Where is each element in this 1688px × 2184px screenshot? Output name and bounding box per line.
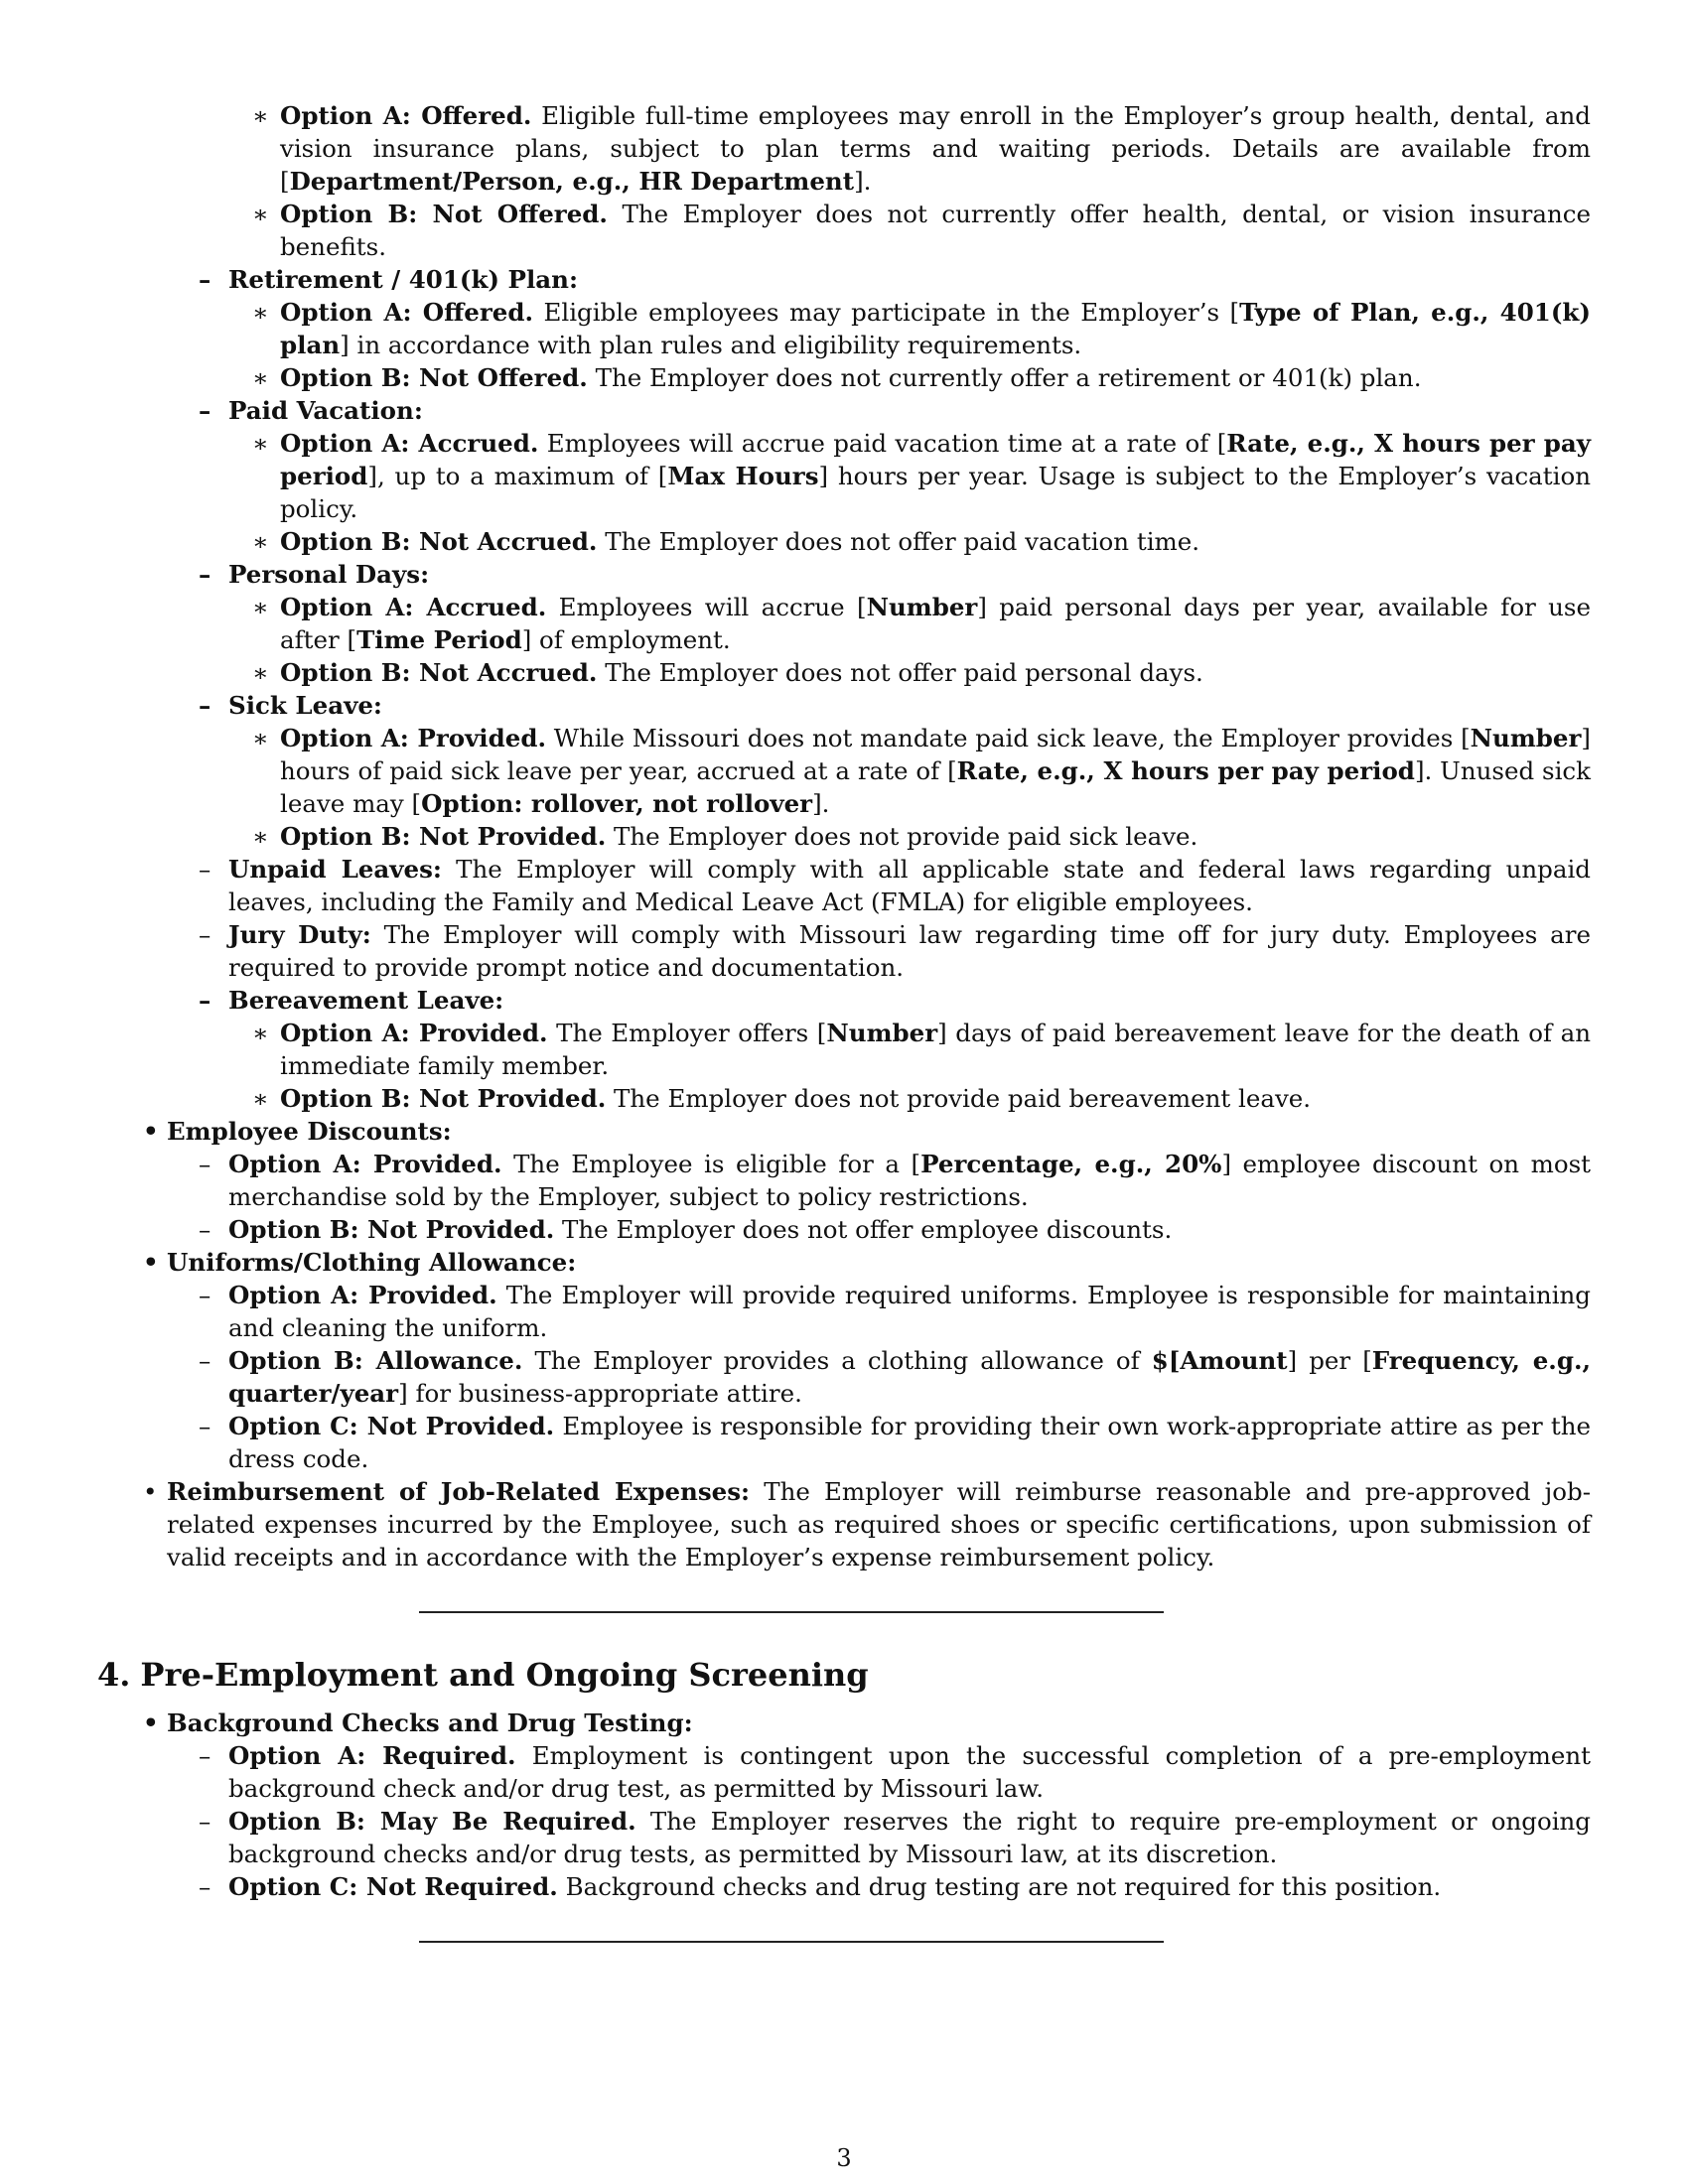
dash-marker: – — [199, 1150, 211, 1178]
bullet-marker: • — [143, 1708, 159, 1737]
option-sick-b: ∗ Option B: Not Provided. The Employer does not provide paid sick leave. — [252, 822, 1198, 851]
dash-marker: – — [199, 1412, 211, 1440]
star-marker: ∗ — [252, 101, 269, 130]
uniforms-heading: • Uniforms/Clothing Allowance: — [143, 1248, 577, 1277]
vacation-heading: – Paid Vacation: — [199, 396, 423, 425]
dash-marker: – — [199, 1872, 211, 1901]
star-marker: ∗ — [252, 658, 269, 687]
star-marker: ∗ — [252, 527, 269, 556]
section-heading: 4. Pre-Employment and Ongoing Screening — [97, 1656, 869, 1694]
section-divider — [419, 1611, 1164, 1613]
background-checks-heading: • Background Checks and Drug Testing: — [143, 1708, 693, 1737]
employee-discounts-heading: • Employee Discounts: — [143, 1117, 452, 1146]
dash-marker: – — [199, 265, 211, 294]
option-retirement-a: ∗ Option A: Offered. Eligible employees may participate in the Employer’s [Type of Plan, e.g., 401(k) plan] in accordance with plan rules and eligibility requirements. — [252, 298, 1591, 359]
dash-marker: – — [199, 396, 211, 425]
option-retirement-b: ∗ Option B: Not Offered. The Employer does not currently offer a retirement or 401(k) plan. — [252, 363, 1422, 392]
page-number: 3 — [836, 2144, 852, 2172]
personal-days-heading: – Personal Days: — [199, 560, 430, 589]
option-screening-c: – Option C: Not Required. Background checks and drug testing are not required for this position. — [199, 1872, 1442, 1901]
dash-marker: – — [199, 560, 211, 589]
dash-marker: – — [199, 1215, 211, 1244]
dash-marker: – — [199, 855, 211, 884]
dash-marker: – — [199, 1281, 211, 1309]
reimbursement-item: • Reimbursement of Job-Related Expenses: The Employer will reimburse reasonable and pre-approved job-related expenses incurred by the Employee, such as required shoes or specific certifications, upon submission of valid receipts and in accordance with the Employer’s expense reimbursement policy. — [143, 1477, 1591, 1571]
option-health-b: ∗ Option B: Not Offered. The Employer does not currently offer health, dental, or vision insurance benefits. — [252, 200, 1591, 261]
option-personal-b: ∗ Option B: Not Accrued. The Employer does not offer paid personal days. — [252, 658, 1203, 687]
option-health-a: ∗ Option A: Offered. Eligible full-time employees may enroll in the Employer’s group health, dental, and vision insurance plans, subject to plan terms and waiting periods. Details are available from [Department/Person, e.g., HR Department]. — [252, 101, 1591, 196]
star-marker: ∗ — [252, 200, 269, 228]
sick-leave-heading: – Sick Leave: — [199, 691, 382, 720]
bullet-marker: • — [143, 1477, 158, 1506]
option-personal-a: ∗ Option A: Accrued. Employees will accrue [Number] paid personal days per year, available for use after [Time Period] of employment. — [252, 593, 1591, 654]
option-discount-a: – Option A: Provided. The Employee is eligible for a [Percentage, e.g., 20%] employee discount on most merchandise sold by the Employer, subject to policy restrictions. — [199, 1150, 1591, 1211]
dash-marker: – — [199, 1807, 211, 1836]
bereavement-heading: – Bereavement Leave: — [199, 986, 504, 1015]
star-marker: ∗ — [252, 1084, 269, 1113]
dash-marker: – — [199, 1741, 211, 1770]
option-uniform-c: – Option C: Not Provided. Employee is responsible for providing their own work-appropriate attire as per the dress code. — [199, 1412, 1591, 1473]
star-marker: ∗ — [252, 363, 269, 392]
dash-marker: – — [199, 691, 211, 720]
bullet-marker: • — [143, 1117, 159, 1146]
retirement-heading: – Retirement / 401(k) Plan: — [199, 265, 579, 294]
star-marker: ∗ — [252, 298, 269, 327]
dash-marker: – — [199, 986, 211, 1015]
star-marker: ∗ — [252, 429, 269, 458]
star-marker: ∗ — [252, 724, 269, 752]
option-uniform-a: – Option A: Provided. The Employer will provide required uniforms. Employee is responsible for maintaining and cleaning the uniform. — [199, 1281, 1591, 1342]
option-screening-a: – Option A: Required. Employment is contingent upon the successful completion of a pre-employment background check and/or drug test, as permitted by Missouri law. — [199, 1741, 1591, 1803]
star-marker: ∗ — [252, 822, 269, 851]
unpaid-leaves-item: – Unpaid Leaves: The Employer will comply with all applicable state and federal laws regarding unpaid leaves, including the Family and Medical Leave Act (FMLA) for eligible employees. — [199, 855, 1591, 916]
jury-duty-item: – Jury Duty: The Employer will comply with Missouri law regarding time off for jury duty. Employees are required to provide prompt notice and documentation. — [199, 920, 1591, 982]
dash-marker: – — [199, 920, 211, 949]
option-uniform-b: – Option B: Allowance. The Employer provides a clothing allowance of $[Amount] per [Frequency, e.g., quarter/year] for business-appropriate attire. — [199, 1346, 1592, 1408]
option-vacation-a: ∗ Option A: Accrued. Employees will accrue paid vacation time at a rate of [Rate, e.g., X hours per pay period], up to a maximum of [Max Hours] hours per year. Usage is subject to the Employer’s vacation policy. — [252, 429, 1591, 523]
option-screening-b: – Option B: May Be Required. The Employer reserves the right to require pre-employment or ongoing background checks and/or drug tests, as permitted by Missouri law, at its discretion. — [199, 1807, 1591, 1868]
star-marker: ∗ — [252, 593, 269, 621]
option-sick-a: ∗ Option A: Provided. While Missouri does not mandate paid sick leave, the Employer provides [Number] hours of paid sick leave per year, accrued at a rate of [Rate, e.g., X hours per pay period]. Unused sick leave may [Option: rollover, not rollover]. — [252, 724, 1592, 818]
document-body — [97, 99, 1591, 1943]
option-discount-b: – Option B: Not Provided. The Employer does not offer employee discounts. — [199, 1215, 1173, 1244]
option-bereavement-b: ∗ Option B: Not Provided. The Employer does not provide paid bereavement leave. — [252, 1084, 1312, 1113]
section-divider — [419, 1941, 1164, 1943]
dash-marker: – — [199, 1346, 211, 1375]
star-marker: ∗ — [252, 1019, 269, 1047]
option-bereavement-a: ∗ Option A: Provided. The Employer offers [Number] days of paid bereavement leave for the death of an immediate family member. — [252, 1019, 1591, 1080]
bullet-marker: • — [143, 1248, 159, 1277]
option-vacation-b: ∗ Option B: Not Accrued. The Employer does not offer paid vacation time. — [252, 527, 1200, 556]
